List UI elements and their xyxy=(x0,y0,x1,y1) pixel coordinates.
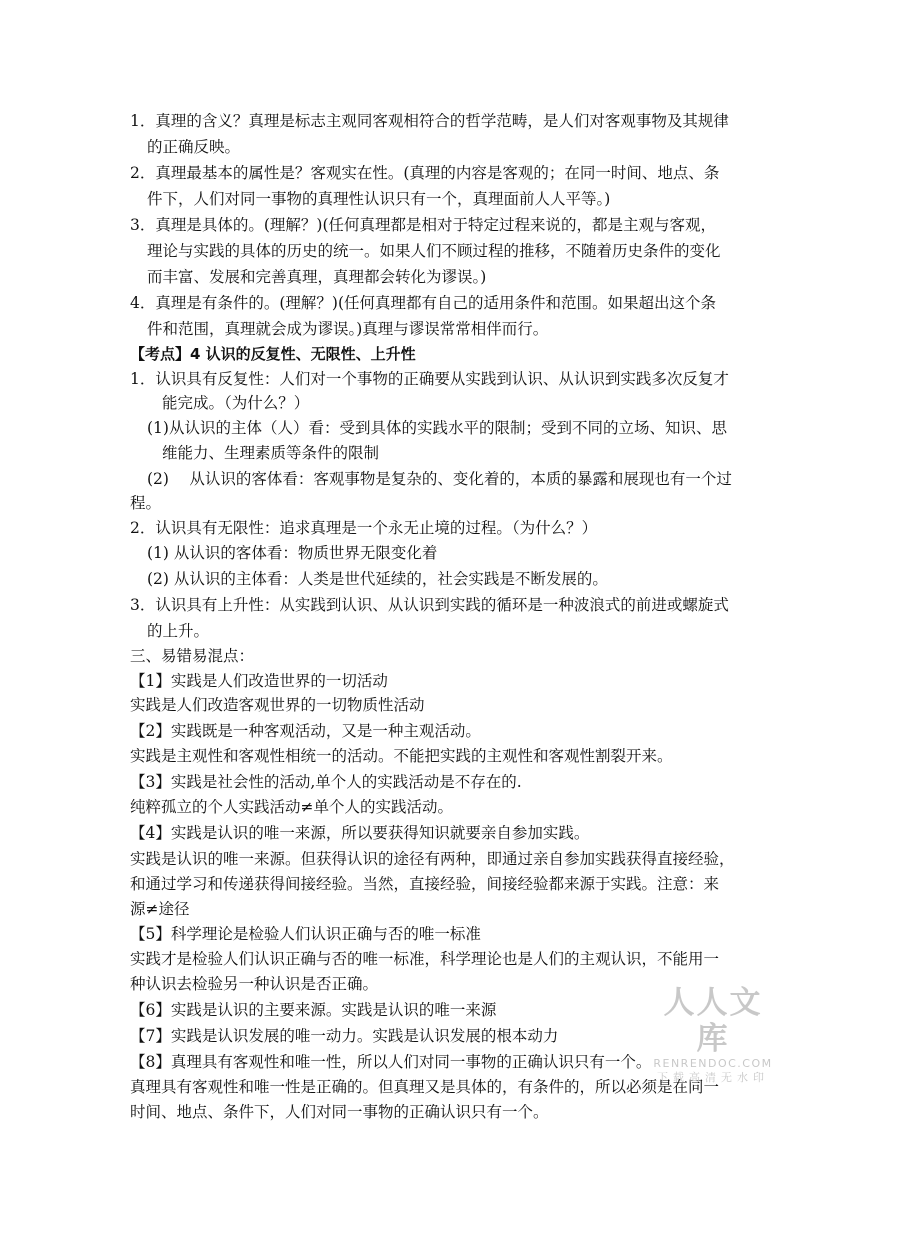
text-line: 时间、地点、条件下，人们对同一事物的正确认识只有一个。 xyxy=(130,1103,549,1121)
text-line: 【4】实践是认识的唯一来源，所以要获得知识就要亲自参加实践。 xyxy=(130,824,590,842)
text-line: 件下，人们对同一事物的真理性认识只有一个，真理面前人人平等。) xyxy=(147,190,611,208)
text-line: 和通过学习和传递获得间接经验。当然，直接经验，间接经验都来源于实践。注意：来 xyxy=(130,875,720,893)
text-line: 4．真理是有条件的。(理解？)(任何真理都有自己的适用条件和范围。如果超出这个条 xyxy=(130,294,717,312)
text-line: (2) 从认识的主体看：人类是世代延续的，社会实践是不断发展的。 xyxy=(147,570,608,588)
text-line: 1．真理的含义？真理是标志主观同客观相符合的哲学范畴，是人们对客观事物及其规律 xyxy=(130,112,729,130)
text-line: 理论与实践的具体的历史的统一。如果人们不顾过程的推移，不随着历史条件的变化 xyxy=(147,242,721,260)
watermark xyxy=(648,985,778,1085)
text-line: 件和范围，真理就会成为谬误。)真理与谬误常常相伴而行。 xyxy=(147,320,549,338)
text-line: 【8】真理具有客观性和唯一性，所以人们对同一事物的正确认识只有一个。 xyxy=(130,1053,652,1071)
text-line: 的上升。 xyxy=(147,622,210,640)
text-line: 维能力、生理素质等条件的限制 xyxy=(162,444,380,462)
text-line: 2．真理最基本的属性是？客观实在性。(真理的内容是客观的；在同一时间、地点、条 xyxy=(130,164,720,182)
text-line: 【6】实践是认识的主要来源。实践是认识的唯一来源 xyxy=(130,1001,497,1019)
text-line: 3．真理是具体的。(理解？)(任何真理都是相对于特定过程来说的，都是主观与客观， xyxy=(130,216,717,234)
text-line: 【7】实践是认识发展的唯一动力。实践是认识发展的根本动力 xyxy=(130,1027,559,1045)
text-line: 真理具有客观性和唯一性是正确的。但真理又是具体的，有条件的，所以必须是在同一 xyxy=(130,1078,720,1096)
watermark-url: RENRENDOC.COM xyxy=(653,1057,773,1070)
text-line: 纯粹孤立的个人实践活动≠单个人的实践活动。 xyxy=(130,798,453,816)
text-line: 能完成。（为什么？） xyxy=(162,394,310,412)
section-heading: 三、易错易混点： xyxy=(130,647,255,665)
watermark-title: 人人文库 xyxy=(663,985,763,1057)
text-line: 【3】实践是社会性的活动,单个人的实践活动是不存在的. xyxy=(130,773,522,791)
watermark-subtitle: 下载高清无水印 xyxy=(657,1071,769,1084)
text-line: 1．认识具有反复性：人们对一个事物的正确要从实践到认识、从认识到实践多次反复才 xyxy=(130,370,729,388)
text-line: 的正确反映。 xyxy=(147,138,241,156)
text-line: 实践是主观性和客观性相统一的活动。不能把实践的主观性和客观性割裂开来。 xyxy=(130,747,673,765)
text-line: 而丰富、发展和完善真理，真理都会转化为谬误。) xyxy=(147,268,487,286)
text-line: 源≠途径 xyxy=(130,900,190,918)
text-line: 实践是人们改造客观世界的一切物质性活动 xyxy=(130,696,425,714)
text-line: (1)从认识的主体（人）看：受到具体的实践水平的限制；受到不同的立场、知识、思 xyxy=(147,419,727,437)
text-line: 【2】实践既是一种客观活动，又是一种主观活动。 xyxy=(130,722,481,740)
text-line: (1) 从认识的客体看：物质世界无限变化着 xyxy=(147,544,438,562)
text-line: 实践是认识的唯一来源。但获得认识的途径有两种，即通过亲自参加实践获得直接经验， xyxy=(130,850,735,868)
text-line: (2) 从认识的客体看：客观事物是复杂的、变化着的，本质的暴露和展现也有一个过 xyxy=(147,470,732,488)
section-heading: 【考点】4 认识的反复性、无限性、上升性 xyxy=(130,345,416,363)
text-line: 【5】科学理论是检验人们认识正确与否的唯一标准 xyxy=(130,925,481,943)
text-line: 2．认识具有无限性：追求真理是一个永无止境的过程。（为什么？） xyxy=(130,519,598,537)
text-line: 【1】实践是人们改造世界的一切活动 xyxy=(130,672,388,690)
text-line: 种认识去检验另一种认识是否正确。 xyxy=(130,975,379,993)
text-line: 程。 xyxy=(130,494,162,512)
text-line: 3．认识具有上升性：从实践到认识、从认识到实践的循环是一种波浪式的前进或螺旋式 xyxy=(130,596,729,614)
text-line: 实践才是检验人们认识正确与否的唯一标准，科学理论也是人们的主观认识，不能用一 xyxy=(130,950,720,968)
